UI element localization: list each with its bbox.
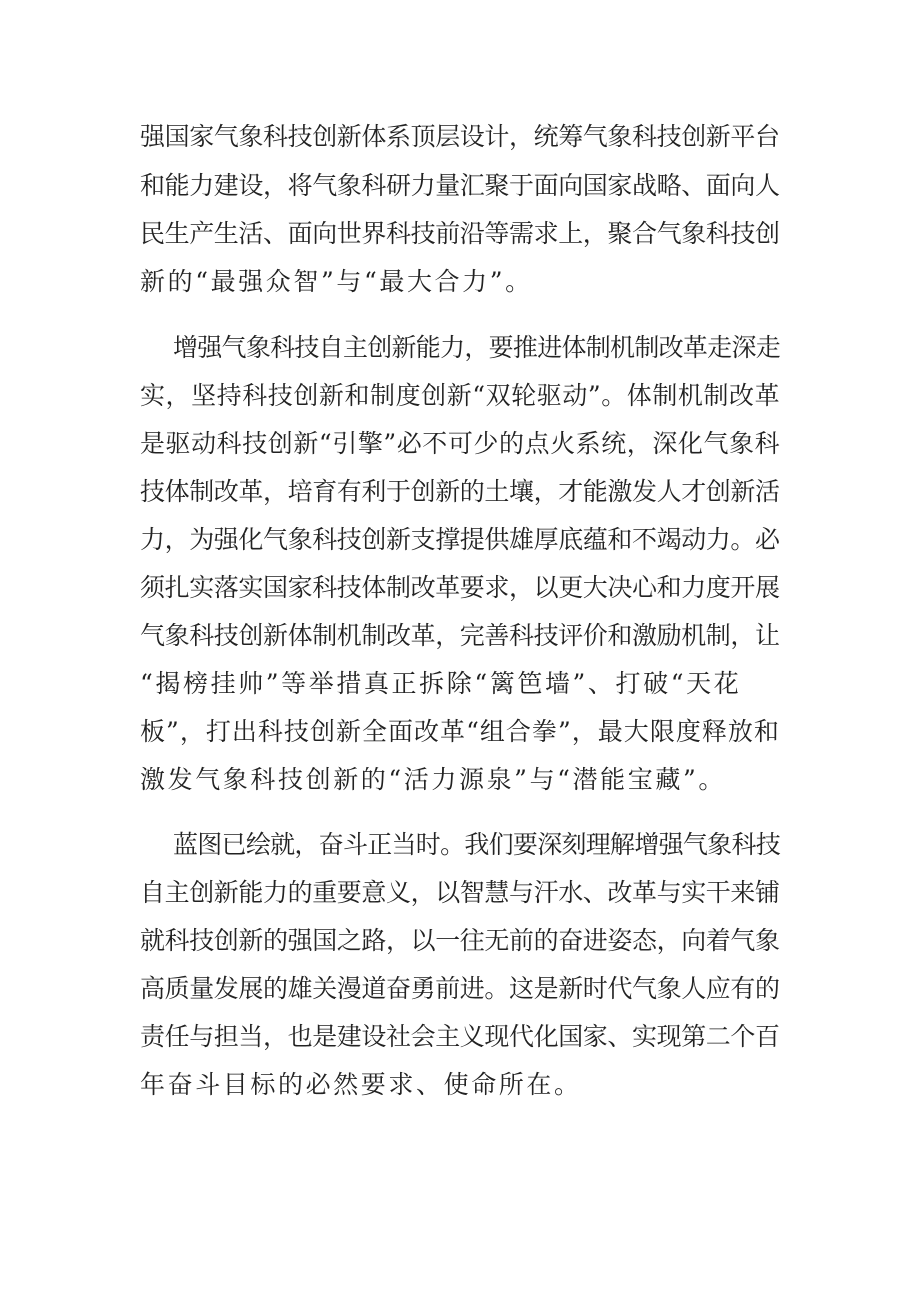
- paragraph-line: 技体制改革，培育有利于创新的土壤，才能激发人才创新活: [140, 477, 780, 506]
- paragraph-line: 蓝图已绘就，奋斗正当时。我们要深刻理解增强气象科技: [173, 830, 781, 859]
- paragraph-line: 须扎实落实国家科技体制改革要求，以更大决心和力度开展: [140, 573, 780, 602]
- paragraph-line: “揭榜挂帅”等举措真正拆除“篱笆墙”、打破“天花: [140, 669, 742, 698]
- paragraph-line: 增强气象科技自主创新能力，要推进体制机制改革走深走: [173, 333, 781, 362]
- paragraph-line: 气象科技创新体制机制改革，完善科技评价和激励机制，让: [140, 621, 780, 650]
- paragraph-line: 强国家气象科技创新体系顶层设计，统筹气象科技创新平台: [140, 122, 780, 151]
- paragraph-line: 新的“最强众智”与“最大合力”。: [140, 267, 533, 296]
- paragraph-line: 激发气象科技创新的“活力源泉”与“潜能宝藏”。: [140, 765, 726, 794]
- paragraph-line: 和能力建设，将气象科研力量汇聚于面向国家战略、面向人: [140, 171, 780, 200]
- paragraph-line: 力，为强化气象科技创新支撑提供雄厚底蕴和不竭动力。必: [140, 525, 780, 554]
- paragraph-line: 民生产生活、面向世界科技前沿等需求上，聚合气象科技创: [140, 219, 780, 248]
- paragraph-line: 责任与担当，也是建设社会主义现代化国家、实现第二个百: [140, 1022, 780, 1051]
- paragraph-line: 自主创新能力的重要意义，以智慧与汗水、改革与实干来铺: [140, 878, 780, 907]
- paragraph-line: 是驱动科技创新“引擎”必不可少的点火系统，深化气象科: [140, 429, 781, 458]
- paragraph-line: 板”，打出科技创新全面改革“组合拳”，最大限度释放和: [140, 717, 780, 746]
- paragraph-line: 年奋斗目标的必然要求、使命所在。: [140, 1070, 582, 1099]
- paragraph-line: 就科技创新的强国之路，以一往无前的奋进姿态，向着气象: [140, 926, 780, 955]
- paragraph-line: 高质量发展的雄关漫道奋勇前进。这是新时代气象人应有的: [140, 974, 780, 1003]
- paragraph-line: 实，坚持科技创新和制度创新“双轮驱动”。体制机制改革: [140, 381, 781, 410]
